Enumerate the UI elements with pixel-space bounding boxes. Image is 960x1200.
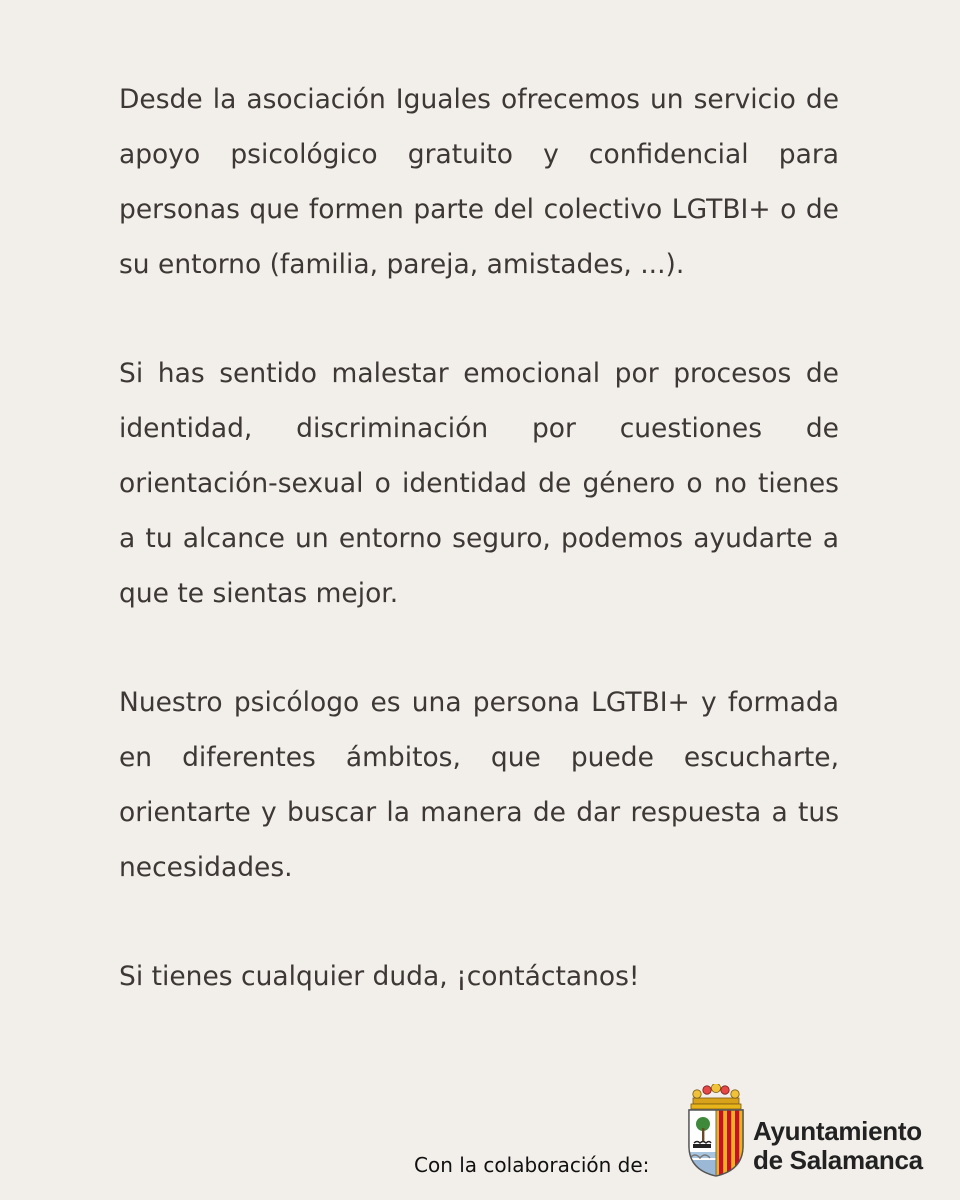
paragraph-intro: Desde la asociación Iguales ofrecemos un servicio de apoyo psicológico gratuito y confidencial para personas que formen parte del colectivo LGTBI+ o de su entorno (familia, pareja, amistades, ...).: [119, 84, 839, 280]
sponsor-name-line2: de Salamanca: [753, 1145, 923, 1175]
paragraph-contact: Si tienes cualquier duda, ¡contáctanos!: [119, 961, 640, 992]
paragraph-situations: Si has sentido malestar emocional por procesos de identidad, discriminación por cuestiones de orientación-sexual o identidad de género o no tienes a tu alcance un entorno seguro, podemos ayudarte a que te sientas mejor.: [119, 358, 839, 609]
main-text: [119, 72, 839, 1058]
collaboration-label: Con la colaboración de:: [414, 1153, 650, 1177]
salamanca-coat-of-arms-icon: [683, 1084, 749, 1178]
sponsor-name-line1: Ayuntamiento: [753, 1116, 922, 1146]
sponsor-name: [753, 1117, 923, 1175]
footer: [0, 1080, 960, 1200]
paragraph-psychologist: Nuestro psicólogo es una persona LGTBI+ y formada en diferentes ámbitos, que puede escucharte, orientarte y buscar la manera de dar respuesta a tus necesidades.: [119, 687, 839, 883]
